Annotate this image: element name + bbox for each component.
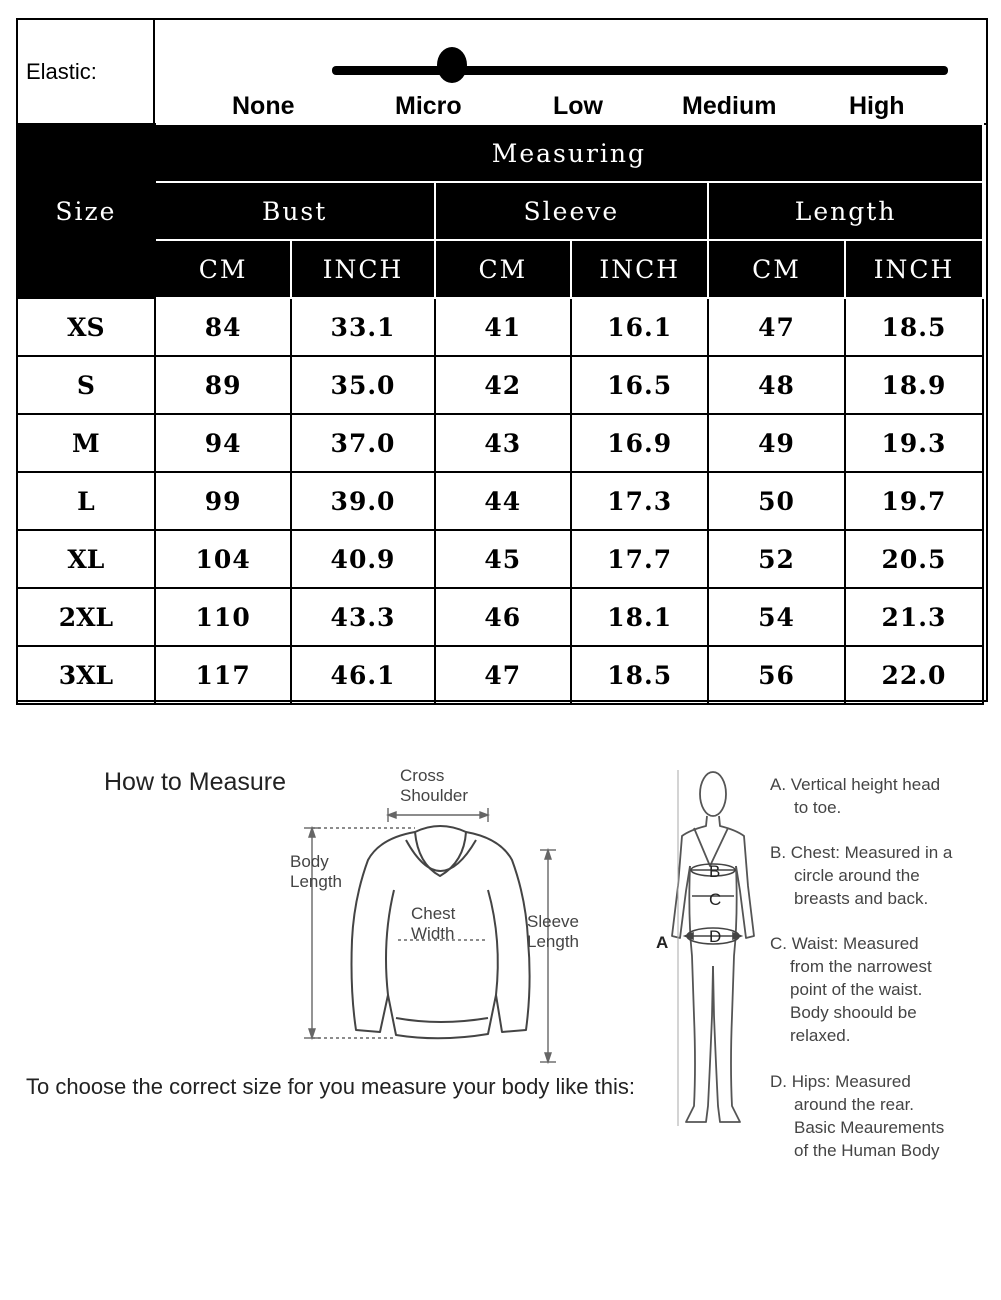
table-cell: 94 — [155, 414, 292, 472]
table-cell: 37.0 — [291, 414, 434, 472]
note-line: around the rear. — [794, 1095, 915, 1114]
unit-header: CM — [155, 240, 292, 298]
table-row — [17, 298, 983, 356]
table-cell: 40.9 — [291, 530, 434, 588]
table-cell: 46 — [435, 588, 572, 646]
sleeve-length-line: Length — [527, 932, 579, 951]
measuring-header: Measuring — [155, 124, 983, 182]
table-row — [17, 472, 983, 530]
table-cell: 84 — [155, 298, 292, 356]
note-line: relaxed. — [790, 1026, 851, 1045]
unit-header: INCH — [291, 240, 434, 298]
sleeve-length-line: Sleeve — [527, 912, 579, 931]
choose-size-text: To choose the correct size for you measure your body like this: — [26, 1074, 635, 1099]
chest-width-line: Chest — [411, 904, 456, 923]
table-cell: 52 — [708, 530, 845, 588]
how-to-measure-title: How to Measure — [104, 768, 287, 796]
size-table — [16, 123, 984, 705]
note-line: from the narrowest — [790, 957, 932, 976]
table-cell: 48 — [708, 356, 845, 414]
note-waist — [770, 932, 932, 1047]
sleeve-length-label — [527, 912, 579, 952]
table-cell: 17.3 — [571, 472, 708, 530]
table-cell: 43.3 — [291, 588, 434, 646]
elastic-level-micro: Micro — [395, 92, 462, 120]
table-row — [17, 414, 983, 472]
elastic-level-high: High — [849, 92, 905, 120]
note-line: circle around the — [794, 866, 920, 885]
chest-width-line: Width — [411, 924, 455, 943]
elastic-row — [18, 20, 986, 125]
table-cell: 18.9 — [845, 356, 983, 414]
table-row — [17, 530, 983, 588]
table-cell: 54 — [708, 588, 845, 646]
body-length-line: Length — [290, 872, 342, 891]
table-cell: 18.5 — [845, 298, 983, 356]
table-cell: 110 — [155, 588, 292, 646]
elastic-level-medium: Medium — [682, 92, 777, 120]
size-cell: S — [17, 356, 155, 414]
bust-header: Bust — [155, 182, 435, 240]
elastic-scale-bar — [332, 66, 948, 75]
size-cell: XL — [17, 530, 155, 588]
note-height — [770, 773, 940, 819]
table-cell: 19.7 — [845, 472, 983, 530]
sleeve-header: Sleeve — [435, 182, 709, 240]
body-letter-b: B — [709, 862, 721, 881]
table-cell: 41 — [435, 298, 572, 356]
body-letter-a: A — [656, 933, 669, 952]
elastic-level-none: None — [232, 92, 295, 120]
human-body-icon — [650, 766, 760, 1144]
table-row — [17, 356, 983, 414]
length-header: Length — [708, 182, 983, 240]
table-cell: 49 — [708, 414, 845, 472]
table-row — [17, 588, 983, 646]
elastic-label: Elastic: — [18, 20, 155, 123]
table-cell: 18.5 — [571, 646, 708, 704]
note-line: Body shoould be — [790, 1003, 917, 1022]
unit-header: INCH — [845, 240, 983, 298]
body-letter-c: C — [709, 890, 722, 909]
note-line: of the Human Body — [794, 1141, 940, 1160]
note-line: Basic Meaurements — [794, 1118, 945, 1137]
table-cell: 104 — [155, 530, 292, 588]
table-cell: 33.1 — [291, 298, 434, 356]
table-cell: 50 — [708, 472, 845, 530]
chest-width-label — [411, 904, 455, 944]
table-cell: 21.3 — [845, 588, 983, 646]
table-cell: 99 — [155, 472, 292, 530]
note-line: to toe. — [794, 798, 842, 817]
note-line: B. Chest: Measured in a — [770, 843, 953, 862]
table-cell: 117 — [155, 646, 292, 704]
size-cell: 2XL — [17, 588, 155, 646]
unit-header: CM — [708, 240, 845, 298]
table-cell: 19.3 — [845, 414, 983, 472]
table-cell: 46.1 — [291, 646, 434, 704]
size-cell: 3XL — [17, 646, 155, 704]
table-cell: 35.0 — [291, 356, 434, 414]
note-chest — [770, 841, 952, 910]
table-cell: 16.5 — [571, 356, 708, 414]
note-line: A. Vertical height head — [770, 775, 941, 794]
elastic-level-low: Low — [553, 92, 603, 120]
body-letter-d: D — [709, 927, 722, 946]
table-cell: 16.1 — [571, 298, 708, 356]
size-cell: M — [17, 414, 155, 472]
table-row — [17, 646, 983, 704]
measure-guide — [0, 740, 1001, 1180]
cross-shoulder-line: Cross — [400, 766, 445, 785]
unit-header: INCH — [571, 240, 708, 298]
cross-shoulder-line: Shoulder — [400, 786, 469, 805]
table-cell: 43 — [435, 414, 572, 472]
note-line: C. Waist: Measured — [770, 934, 919, 953]
table-cell: 47 — [435, 646, 572, 704]
body-length-label — [290, 852, 342, 892]
table-cell: 16.9 — [571, 414, 708, 472]
cross-shoulder-label — [400, 766, 468, 806]
size-chart — [16, 18, 988, 702]
table-cell: 18.1 — [571, 588, 708, 646]
table-cell: 22.0 — [845, 646, 983, 704]
table-cell: 56 — [708, 646, 845, 704]
size-cell: L — [17, 472, 155, 530]
table-cell: 44 — [435, 472, 572, 530]
size-cell: XS — [17, 298, 155, 356]
unit-header: CM — [435, 240, 572, 298]
table-cell: 39.0 — [291, 472, 434, 530]
table-cell: 45 — [435, 530, 572, 588]
note-line: point of the waist. — [790, 980, 923, 999]
table-cell: 47 — [708, 298, 845, 356]
size-header: Size — [17, 124, 155, 298]
note-hips — [770, 1070, 944, 1162]
table-cell: 17.7 — [571, 530, 708, 588]
note-line: breasts and back. — [794, 889, 929, 908]
body-length-line: Body — [290, 852, 329, 871]
note-line: D. Hips: Measured — [770, 1072, 911, 1091]
table-cell: 42 — [435, 356, 572, 414]
table-cell: 89 — [155, 356, 292, 414]
elastic-scale-marker — [437, 47, 467, 83]
table-cell: 20.5 — [845, 530, 983, 588]
